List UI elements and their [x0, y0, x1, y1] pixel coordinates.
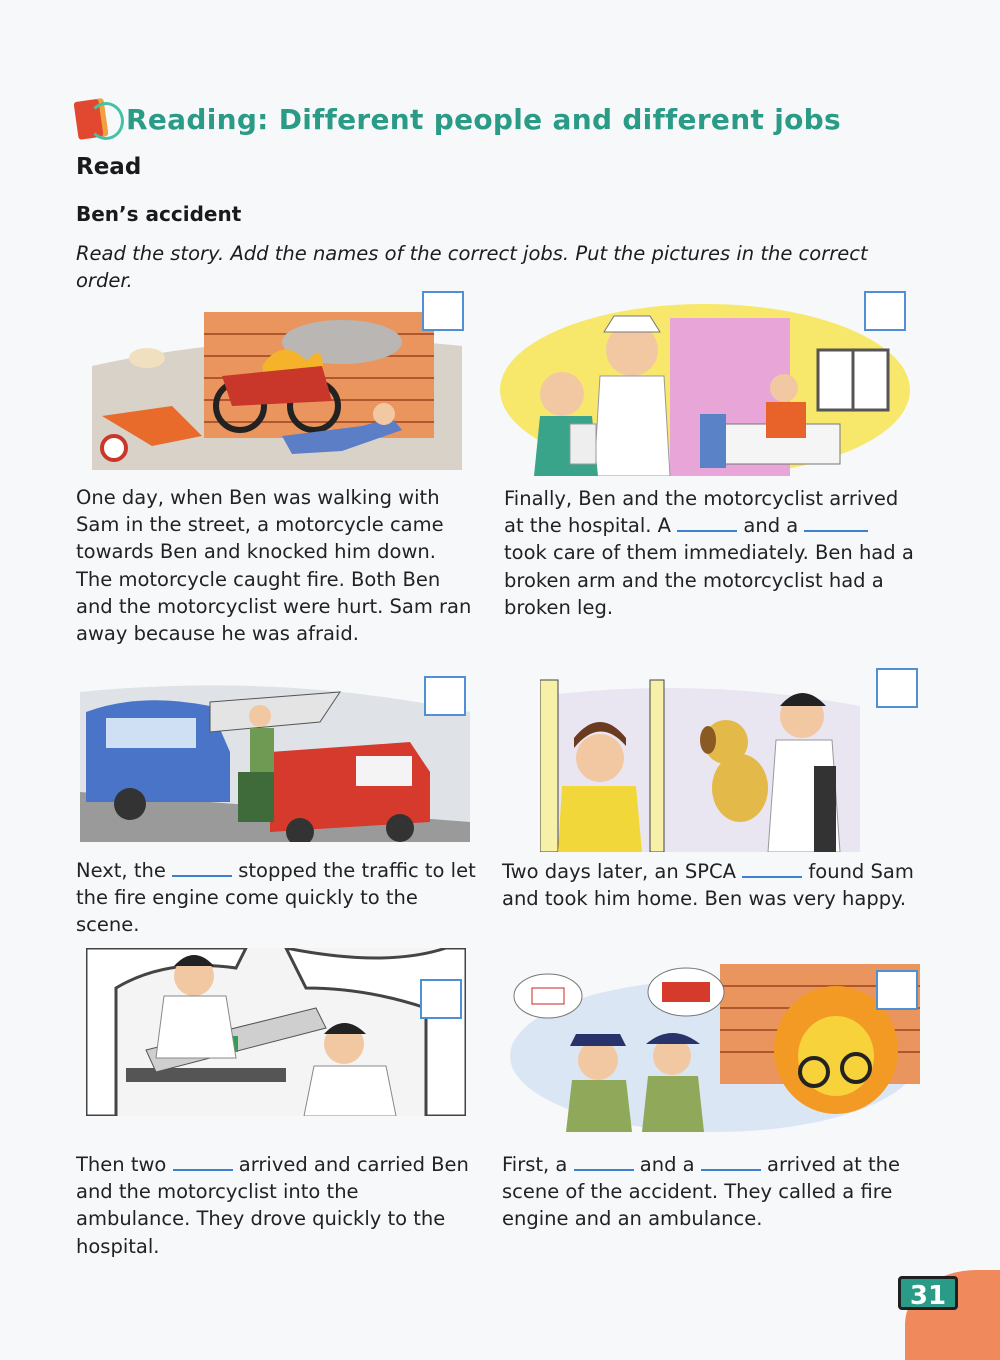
story-ambulance-text-1: Then two: [76, 1153, 173, 1176]
spca-illustration: [540, 676, 860, 852]
story-police-text-2: and a: [633, 1153, 701, 1176]
order-box-hospital[interactable]: [864, 291, 906, 331]
order-box-police[interactable]: [876, 970, 918, 1010]
answer-blank-spca[interactable]: [742, 858, 802, 878]
title-row: [74, 96, 841, 142]
traffic-illustration: [80, 682, 470, 842]
hospital-illustration: [500, 304, 910, 476]
story-police: [502, 1151, 922, 1233]
story-hospital-text-3: took care of them immediately. Ben had a broken arm and the motorcyclist had a broken leg.: [504, 541, 914, 619]
ambulance-illustration: [86, 948, 466, 1116]
story-title: Ben’s accident: [76, 202, 242, 226]
order-box-ambulance[interactable]: [420, 979, 462, 1019]
section-heading: Read: [76, 154, 142, 180]
answer-blank-ambulance[interactable]: [173, 1151, 233, 1171]
story-hospital: [504, 485, 914, 621]
story-police-text-1: First, a: [502, 1153, 574, 1176]
story-spca-text-1: Two days later, an SPCA: [502, 860, 743, 883]
story-spca: [502, 858, 922, 912]
police-illustration: [510, 960, 920, 1132]
story-hospital-text-1: Finally, Ben and the motorcyclist arrived at the hospital. A: [504, 487, 899, 538]
story-traffic-text-1: Next, the: [76, 859, 173, 882]
story-traffic-text-2: stopped the traffic to let the fire engine come quickly to the scene.: [76, 859, 476, 937]
book-icon: [74, 96, 120, 142]
story-ambulance-text-2: arrived and carried Ben and the motorcyclist into the ambulance. They drove quickly to the hospital.: [76, 1153, 469, 1258]
answer-blank-hospital-1[interactable]: [677, 512, 737, 532]
story-accident: [76, 484, 476, 647]
answer-blank-police-1[interactable]: [574, 1151, 634, 1171]
order-box-traffic[interactable]: [424, 676, 466, 716]
answer-blank-traffic[interactable]: [172, 857, 232, 877]
instructions: Read the story. Add the names of the correct jobs. Put the pictures in the correct order.: [76, 242, 868, 292]
answer-blank-hospital-2[interactable]: [804, 512, 868, 532]
story-spca-text-2: found Sam and took him home. Ben was very happy.: [502, 860, 914, 911]
answer-blank-police-2[interactable]: [701, 1151, 761, 1171]
accident-illustration: [92, 306, 462, 470]
order-box-accident[interactable]: [422, 291, 464, 331]
story-traffic: [76, 857, 476, 939]
page-number: 31: [898, 1276, 958, 1310]
story-hospital-text-2: and a: [737, 514, 805, 538]
page-title: Reading: Different people and different jobs: [126, 102, 841, 136]
story-police-text-3: arrived at the scene of the accident. They called a fire engine and an ambulance.: [502, 1153, 900, 1231]
story-ambulance: [76, 1151, 476, 1260]
story-accident-text: One day, when Ben was walking with Sam in the street, a motorcycle came towards Ben and knocked him down. The motorcycle caught fire. Both Ben and the motorcyclist were hurt. Sam ran away because he was afraid.: [76, 486, 472, 646]
order-box-spca[interactable]: [876, 668, 918, 708]
